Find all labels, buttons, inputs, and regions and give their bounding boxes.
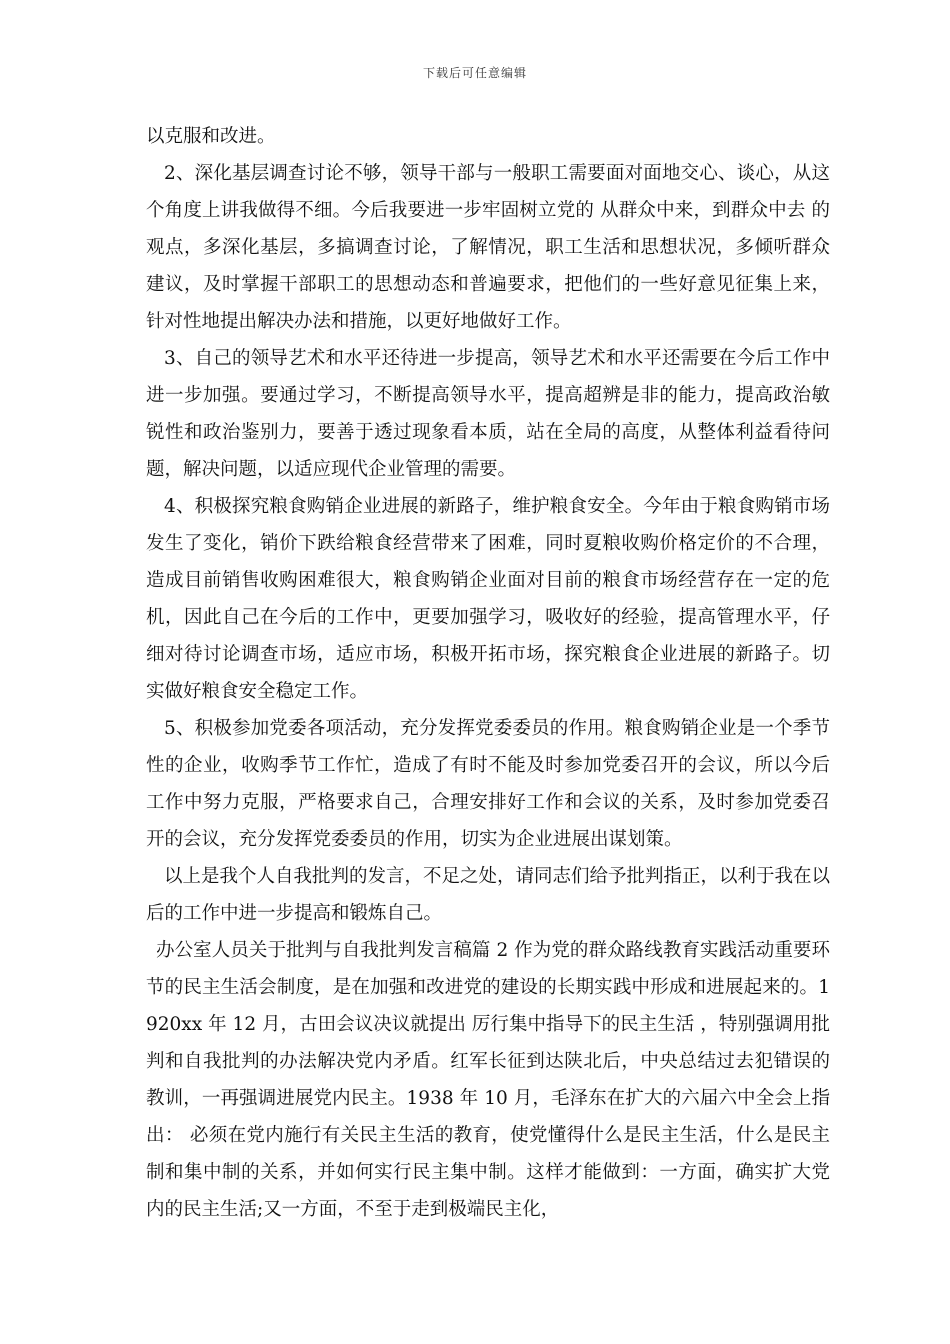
paragraph-article-2: 办公室人员关于批判与自我批判发言稿篇 2 作为党的群众路线教育实践活动重要环节的民主生活会制度，是在加强和改进党的建设的长期实践中形成和进展起来的。1920xx 年 12 月，古田会议决议就提出 厉行集中指导下的民主生活 ，特别强调用批判和自我批判的办法解决党内矛盾。红军长征到达陕北后，中央总结过去犯错误的教训，一再强调进展党内民主。1938 年 10 月，毛泽东在扩大的六届六中全会上指出： 必须在党内施行有关民主生活的教育，使党懂得什么是民主生活，什么是民主制和集中制的关系，并如何实行民主集中制。这样才能做到：一方面，确实扩大党内的民主生活;又一方面，不至于走到极端民主化， — [146, 940, 830, 1220]
paragraph-item-5: 5、积极参加党委各项活动，充分发挥党委委员的作用。粮食购销企业是一个季节性的企业，收购季节工作忙，造成了有时不能及时参加党委召开的会议，所以今后工作中努力克服，严格要求自己，合理安排好工作和会议的关系，及时参加党委召开的会议，充分发挥党委委员的作用，切实为企业进展出谋划策。 — [146, 718, 830, 850]
paragraph-item-3: 3、自己的领导艺术和水平还待进一步提高，领导艺术和水平还需要在今后工作中进一步加强。要通过学习，不断提高领导水平，提高超辨是非的能力，提高政治敏锐性和政治鉴别力，要善于透过现象看本质，站在全局的高度，从整体利益看待问题，解决问题，以适应现代企业管理的需要。 — [146, 348, 830, 480]
page-header: 下载后可任意编辑 — [422, 66, 527, 80]
paragraph-item-2: 2、深化基层调查讨论不够，领导干部与一般职工需要面对面地交心、谈心，从这个角度上讲我做得不细。今后我要进一步牢固树立党的 从群众中来，到群众中去 的观点，多深化基层，多搞调查讨论，了解情况，职工生活和思想状况，多倾听群众建议，及时掌握干部职工的思想动态和普遍要求，把他们的一些好意见征集上来，针对性地提出解决办法和措施，以更好地做好工作。 — [146, 163, 830, 332]
paragraph-conclusion: 以上是我个人自我批判的发言，不足之处，请同志们给予批判指正，以利于我在以后的工作中进一步提高和锻炼自己。 — [146, 866, 831, 924]
paragraph-item-4: 4、积极探究粮食购销企业进展的新路子，维护粮食安全。今年由于粮食购销市场发生了变化，销价下跌给粮食经营带来了困难，同时夏粮收购价格定价的不合理，造成目前销售收购困难很大，粮食购销企业面对目前的粮食市场经营存在一定的危机，因此自己在今后的工作中，更要加强学习，吸收好的经验，提高管理水平，仔细对待讨论调查市场，适应市场，积极开拓市场，探究粮食企业进展的新路子。切实做好粮食安全稳定工作。 — [146, 496, 830, 702]
document-body — [146, 118, 830, 1228]
paragraph-continuation: 以克服和改进。 — [146, 126, 276, 147]
